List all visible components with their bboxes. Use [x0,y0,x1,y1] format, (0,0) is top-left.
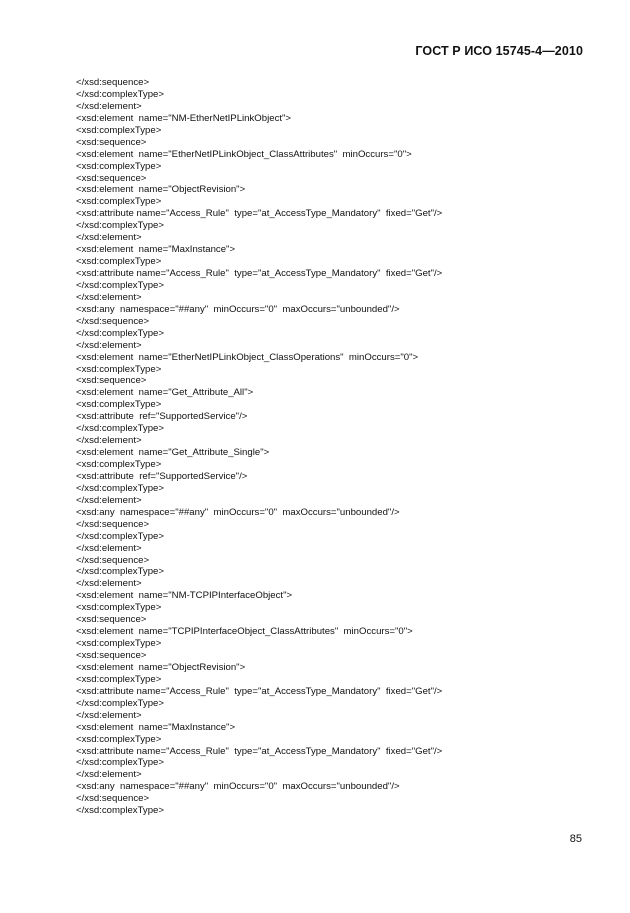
page-number: 85 [569,833,582,845]
code-line: <xsd:element name="NM-TCPIPInterfaceObject"> [76,590,293,602]
code-line: <xsd:element name="TCPIPInterfaceObject_ClassAttributes" minOccurs="0"> [76,626,413,638]
code-line: <xsd:attribute ref="SupportedService"/> [76,411,248,423]
code-line: <xsd:element name="Get_Attribute_Single"> [76,447,270,459]
code-line: </xsd:complexType> [76,757,164,769]
code-line: <xsd:element name="EtherNetIPLinkObject_ClassOperations" minOccurs="0"> [76,351,419,363]
code-line: <xsd:any namespace="##any" minOccurs="0" maxOccurs="unbounded"/> [76,781,400,793]
code-line: <xsd:complexType> [76,733,162,745]
code-line: </xsd:element> [76,494,142,506]
code-line: </xsd:complexType> [76,482,164,494]
code-line: <xsd:complexType> [76,196,162,208]
code-line: <xsd:sequence> [76,614,147,626]
code-line: </xsd:complexType> [76,279,164,291]
code-line: </xsd:sequence> [76,793,150,805]
code-line: <xsd:element name="ObjectRevision"> [76,184,246,196]
code-line: </xsd:complexType> [76,423,164,435]
code-line: <xsd:complexType> [76,363,162,375]
code-line: </xsd:complexType> [76,697,164,709]
code-line: </xsd:complexType> [76,805,164,817]
code-line: </xsd:sequence> [76,518,150,530]
code-line: </xsd:complexType> [76,327,164,339]
code-line: </xsd:element> [76,339,142,351]
code-line: <xsd:complexType> [76,602,162,614]
code-line: <xsd:complexType> [76,124,162,136]
code-line: <xsd:element name="MaxInstance"> [76,244,236,256]
code-line: <xsd:complexType> [76,256,162,268]
code-line: </xsd:complexType> [76,88,164,100]
xsd-code-listing [76,77,590,817]
code-line: </xsd:element> [76,542,142,554]
code-line: <xsd:element name="NM-EtherNetIPLinkObject"> [76,112,292,124]
code-line: <xsd:complexType> [76,459,162,470]
code-line: <xsd:sequence> [76,375,147,387]
code-line: <xsd:element name="MaxInstance"> [76,721,236,733]
code-line: <xsd:attribute name="Access_Rule" type="at_AccessType_Mandatory" fixed="Get"/> [76,208,443,220]
code-line: <xsd:sequence> [76,136,147,148]
code-line: <xsd:complexType> [76,399,162,411]
code-line: <xsd:complexType> [76,673,162,685]
code-line: <xsd:sequence> [76,172,147,184]
code-line: </xsd:complexType> [76,220,164,232]
code-line: <xsd:attribute name="Access_Rule" type="at_AccessType_Mandatory" fixed="Get"/> [76,268,443,279]
code-line: </xsd:element> [76,578,142,590]
document-header: ГОСТ Р ИСО 15745-4—2010 [415,44,583,58]
code-line: </xsd:sequence> [76,315,150,327]
code-line: </xsd:element> [76,769,142,781]
code-line: </xsd:sequence> [76,77,150,88]
code-line: <xsd:element name="Get_Attribute_All"> [76,387,254,399]
code-line: <xsd:any namespace="##any" minOccurs="0" maxOccurs="unbounded"/> [76,506,400,518]
code-line: <xsd:element name="ObjectRevision"> [76,661,246,673]
code-line: </xsd:element> [76,100,142,112]
code-line: <xsd:element name="EtherNetIPLinkObject_ClassAttributes" minOccurs="0"> [76,148,412,160]
code-line: </xsd:element> [76,709,142,721]
code-line: <xsd:attribute name="Access_Rule" type="at_AccessType_Mandatory" fixed="Get"/> [76,745,443,757]
code-line: </xsd:sequence> [76,554,150,566]
code-line: </xsd:complexType> [76,530,164,542]
code-line: <xsd:sequence> [76,650,147,661]
code-line: <xsd:any namespace="##any" minOccurs="0" maxOccurs="unbounded"/> [76,303,400,315]
code-line: <xsd:complexType> [76,160,162,172]
code-line: </xsd:element> [76,435,142,447]
code-line: <xsd:attribute name="Access_Rule" type="at_AccessType_Mandatory" fixed="Get"/> [76,685,443,697]
code-line: </xsd:element> [76,232,142,244]
code-line: <xsd:attribute ref="SupportedService"/> [76,470,248,482]
code-line: </xsd:element> [76,291,142,303]
code-line: </xsd:complexType> [76,566,164,578]
code-line: <xsd:complexType> [76,638,162,650]
